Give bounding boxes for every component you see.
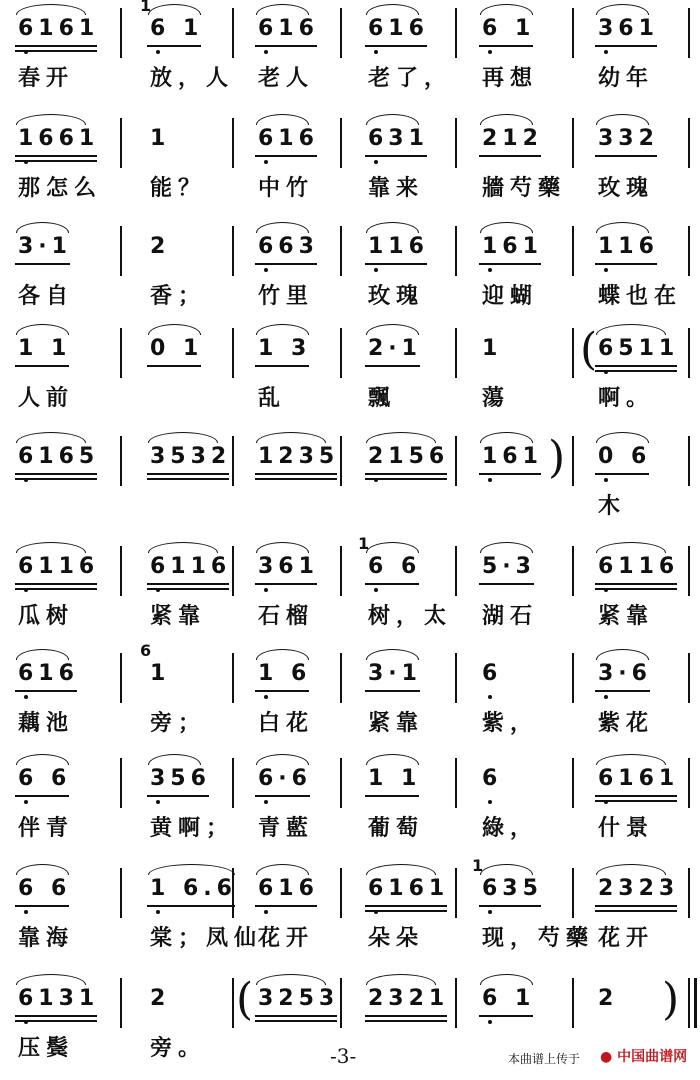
lyric-text: 紧靠 <box>598 604 655 629</box>
bar-line <box>455 653 457 703</box>
lyric-text: 白花 <box>258 711 315 736</box>
slur-arc <box>480 974 533 985</box>
slur-arc <box>480 4 533 15</box>
slur-arc <box>366 754 419 765</box>
logo-text: 中国曲谱网 <box>617 1049 688 1065</box>
lyric-text: 紫， <box>482 711 539 736</box>
bar-line <box>232 868 234 918</box>
bar-line <box>340 978 342 1028</box>
octave-dot <box>24 910 28 914</box>
bar-line <box>340 8 342 58</box>
slur-arc <box>256 542 309 553</box>
slur-arc <box>256 324 309 335</box>
measure-notes: 6 1 <box>482 984 535 1014</box>
measure-notes: 1235 <box>258 442 339 472</box>
octave-dot <box>488 268 492 272</box>
slur-arc <box>256 754 309 765</box>
bar-line <box>455 436 457 486</box>
slur-arc <box>596 114 649 125</box>
octave-dot <box>604 695 608 699</box>
lyric-text: 香； <box>150 284 207 309</box>
measure-notes: 6 1 <box>482 14 535 44</box>
slur-arc <box>16 649 69 660</box>
bar-line <box>572 118 574 168</box>
bar-line <box>688 328 690 378</box>
bar-line <box>688 226 690 276</box>
bar-line <box>455 328 457 378</box>
measure-notes: 1 <box>150 126 171 151</box>
measure-notes: 616 <box>258 14 319 44</box>
lyric-text: 紫花 <box>598 711 655 736</box>
bar-line <box>572 436 574 486</box>
slur-arc <box>256 649 309 660</box>
measure-notes: 1 <box>150 661 171 686</box>
octave-dot <box>374 588 378 592</box>
lyric-text: 各自 <box>18 284 75 309</box>
interlude-paren: ( <box>580 324 598 375</box>
slur-arc <box>596 432 649 443</box>
lyric-text: 紧靠 <box>368 711 425 736</box>
slur-arc <box>16 4 86 15</box>
bar-line <box>688 653 690 703</box>
octave-dot <box>156 910 160 914</box>
bar-line <box>340 226 342 276</box>
measure-notes: 3532 <box>150 442 231 472</box>
bar-line <box>688 546 690 596</box>
slur-arc <box>366 864 436 875</box>
bar-line <box>120 328 122 378</box>
lyric-text: 瓜树 <box>18 604 75 629</box>
octave-dot <box>264 160 268 164</box>
score-system <box>0 110 700 220</box>
bar-line <box>455 118 457 168</box>
measure-notes: 616 <box>18 659 79 689</box>
bar-line <box>688 758 690 808</box>
measure-notes: 1 6.6 <box>150 874 237 904</box>
lyric-text: 迎蝴 <box>482 284 539 309</box>
octave-dot <box>374 50 378 54</box>
octave-dot <box>604 800 608 804</box>
measure-notes: 6165 <box>18 442 99 472</box>
bar-line <box>572 868 574 918</box>
measure-notes: 161 <box>482 442 543 472</box>
grace-note: 1 <box>358 534 370 553</box>
bar-line <box>120 978 122 1028</box>
slur-arc <box>366 4 419 15</box>
measure-notes: 0 6 <box>598 442 651 472</box>
page-number: -3- <box>330 1044 357 1068</box>
measure-notes: 2321 <box>368 984 449 1014</box>
measure-notes: 6161 <box>18 14 99 44</box>
slur-arc <box>16 324 69 335</box>
measure-notes: 2 <box>150 986 171 1011</box>
bar-line <box>455 868 457 918</box>
octave-dot <box>24 50 28 54</box>
bar-line <box>688 978 690 1028</box>
bar-line <box>120 653 122 703</box>
octave-dot <box>156 588 160 592</box>
measure-notes: 6511 <box>598 334 679 364</box>
bar-line <box>232 118 234 168</box>
logo-icon: ● <box>600 1049 613 1065</box>
lyric-text: 老了， <box>368 66 453 91</box>
octave-dot <box>24 1020 28 1024</box>
bar-line <box>572 8 574 58</box>
lyric-text: 伴青 <box>18 816 75 841</box>
lyric-text: 玫瑰 <box>598 176 655 201</box>
octave-dot <box>24 478 28 482</box>
measure-notes: 1661 <box>18 124 99 154</box>
bar-line <box>455 226 457 276</box>
measure-notes: 663 <box>258 232 319 262</box>
measure-notes: 6116 <box>598 552 679 582</box>
bar-line <box>120 868 122 918</box>
measure-notes: 616 <box>368 14 429 44</box>
interlude-paren: ) <box>662 974 680 1025</box>
lyric-text: 蝶也在 <box>598 284 683 309</box>
octave-dot <box>604 370 608 374</box>
slur-arc <box>148 432 218 443</box>
octave-dot <box>264 588 268 592</box>
octave-dot <box>604 588 608 592</box>
octave-dot <box>604 268 608 272</box>
lyric-text: 树，太 <box>368 604 453 629</box>
lyric-text: 紧靠 <box>150 604 207 629</box>
slur-arc <box>596 864 666 875</box>
score-system <box>0 856 700 970</box>
bar-line <box>232 436 234 486</box>
score-system <box>0 641 700 755</box>
lyric-text: 飄 <box>368 386 397 411</box>
lyric-text: 石榴 <box>258 604 315 629</box>
measure-notes: 6·6 <box>258 764 312 794</box>
bar-line <box>232 8 234 58</box>
measure-notes: 332 <box>598 124 659 154</box>
measure-notes: 6131 <box>18 984 99 1014</box>
grace-note: 6 <box>140 641 152 660</box>
bar-line <box>340 758 342 808</box>
slur-arc <box>366 649 419 660</box>
octave-dot <box>488 910 492 914</box>
slur-arc <box>596 649 649 660</box>
measure-notes: 2156 <box>368 442 449 472</box>
bar-line <box>572 226 574 276</box>
measure-notes: 6161 <box>598 764 679 794</box>
lyric-text: 蕩 <box>482 386 511 411</box>
interlude-paren: ( <box>236 974 254 1025</box>
measure-notes: 3253 <box>258 984 339 1014</box>
score-system <box>0 428 700 538</box>
measure-notes: 212 <box>482 124 543 154</box>
slur-arc <box>148 864 235 875</box>
lyric-text: 竹里 <box>258 284 315 309</box>
bar-line <box>120 8 122 58</box>
lyric-text: 黄啊； <box>150 816 235 841</box>
bar-line <box>232 328 234 378</box>
octave-dot <box>264 268 268 272</box>
slur-arc <box>256 974 326 985</box>
lyric-text: 什景 <box>598 816 655 841</box>
bar-line <box>232 546 234 596</box>
slur-arc <box>148 542 218 553</box>
bar-line <box>120 436 122 486</box>
slur-arc <box>596 4 649 15</box>
measure-notes: 2 <box>598 986 619 1011</box>
site-logo <box>600 1046 687 1066</box>
bar-line <box>232 758 234 808</box>
measure-notes: 0 1 <box>150 334 203 364</box>
octave-dot <box>604 478 608 482</box>
bar-line <box>120 546 122 596</box>
measure-notes: 6 <box>482 661 503 686</box>
lyric-text: 花开 <box>258 926 315 951</box>
lyric-text: 青藍 <box>258 816 315 841</box>
lyric-text: 幼年 <box>598 66 655 91</box>
bar-line <box>455 978 457 1028</box>
measure-notes: 631 <box>368 124 429 154</box>
octave-dot <box>264 910 268 914</box>
octave-dot <box>156 50 160 54</box>
lyric-text: 花开 <box>598 926 655 951</box>
octave-dot <box>488 478 492 482</box>
measure-notes: 361 <box>258 552 319 582</box>
octave-dot <box>488 800 492 804</box>
slur-arc <box>148 754 201 765</box>
lyric-text: 綠， <box>482 816 539 841</box>
lyric-text: 春开 <box>18 66 75 91</box>
bar-line <box>455 758 457 808</box>
octave-dot <box>374 910 378 914</box>
octave-dot <box>264 800 268 804</box>
bar-line <box>340 328 342 378</box>
lyric-text: 朵朵 <box>368 926 425 951</box>
slur-arc <box>480 864 533 875</box>
slur-arc <box>256 114 309 125</box>
slur-arc <box>16 432 86 443</box>
slur-arc <box>256 864 309 875</box>
bar-line <box>572 758 574 808</box>
lyric-text: 老人 <box>258 66 315 91</box>
octave-dot <box>24 800 28 804</box>
measure-notes: 1 3 <box>258 334 311 364</box>
slur-arc <box>480 542 533 553</box>
upload-note: 本曲谱上传于 <box>508 1052 581 1066</box>
lyric-text: 压鬓 <box>18 1036 75 1061</box>
lyric-text: 啊。 <box>598 386 655 411</box>
slur-arc <box>596 754 666 765</box>
octave-dot <box>264 695 268 699</box>
slur-arc <box>16 114 86 125</box>
slur-arc <box>148 4 201 15</box>
lyric-text: 旁； <box>150 711 207 736</box>
measure-notes: 2323 <box>598 874 679 904</box>
bar-line <box>572 978 574 1028</box>
slur-arc <box>366 974 436 985</box>
octave-dot <box>374 160 378 164</box>
bar-line <box>340 436 342 486</box>
lyric-text: 乱 <box>258 386 287 411</box>
lyric-text: 靠来 <box>368 176 425 201</box>
slur-arc <box>596 542 666 553</box>
measure-notes: 2 <box>150 234 171 259</box>
octave-dot <box>156 800 160 804</box>
measure-notes: 1 1 <box>18 334 71 364</box>
bar-line <box>232 978 234 1028</box>
slur-arc <box>16 222 69 233</box>
measure-notes: 6116 <box>18 552 99 582</box>
slur-arc <box>480 114 533 125</box>
lyric-text: 靠海 <box>18 926 75 951</box>
score-system <box>0 0 700 110</box>
bar-line <box>232 653 234 703</box>
interlude-paren: ) <box>548 432 566 483</box>
measure-notes: 161 <box>482 232 543 262</box>
lyric-text: 玫瑰 <box>368 284 425 309</box>
measure-notes: 616 <box>258 874 319 904</box>
bar-line <box>232 226 234 276</box>
measure-notes: 635 <box>482 874 543 904</box>
bar-line <box>572 546 574 596</box>
slur-arc <box>596 222 649 233</box>
bar-line <box>688 436 690 486</box>
lyric-text: 藕池 <box>18 711 75 736</box>
slur-arc <box>16 864 69 875</box>
measure-notes: 356 <box>150 764 211 794</box>
bar-line <box>455 546 457 596</box>
slur-arc <box>256 222 309 233</box>
measure-notes: 6 6 <box>18 764 71 794</box>
lyric-text: 再想 <box>482 66 539 91</box>
measure-notes: 616 <box>258 124 319 154</box>
lyric-text: 现，芍藥 <box>482 926 595 951</box>
lyric-text: 能？ <box>150 176 207 201</box>
measure-notes: 6 6 <box>18 874 71 904</box>
measure-notes: 3·1 <box>18 232 72 262</box>
bar-line <box>120 226 122 276</box>
measure-notes: 116 <box>598 232 659 262</box>
measure-notes: 1 6 <box>258 659 311 689</box>
bar-line <box>340 653 342 703</box>
bar-line <box>340 868 342 918</box>
octave-dot <box>24 695 28 699</box>
lyric-text: 放，人 <box>150 66 235 91</box>
bar-line <box>340 546 342 596</box>
score-system <box>0 750 700 860</box>
octave-dot <box>264 50 268 54</box>
bar-line <box>120 118 122 168</box>
score-system <box>0 534 700 648</box>
bar-line <box>572 653 574 703</box>
measure-notes: 2·1 <box>368 334 422 364</box>
lyric-text: 人前 <box>18 386 75 411</box>
measure-notes: 6 <box>482 766 503 791</box>
bar-line <box>120 758 122 808</box>
lyric-text: 中竹 <box>258 176 315 201</box>
slur-arc <box>256 432 326 443</box>
grace-note: 1 <box>140 0 152 15</box>
octave-dot <box>604 50 608 54</box>
measure-notes: 361 <box>598 14 659 44</box>
lyric-text: 葡萄 <box>368 816 425 841</box>
octave-dot <box>24 160 28 164</box>
slur-arc <box>480 222 533 233</box>
octave-dot <box>24 588 28 592</box>
slur-arc <box>480 432 533 443</box>
measure-notes: 1 <box>482 336 503 361</box>
measure-notes: 116 <box>368 232 429 262</box>
measure-notes: 1 1 <box>368 764 421 794</box>
octave-dot <box>488 50 492 54</box>
slur-arc <box>148 324 201 335</box>
grace-note: 1 <box>472 856 484 875</box>
bar-line <box>688 8 690 58</box>
octave-dot <box>488 1020 492 1024</box>
lyric-text: 牆芍藥 <box>482 176 567 201</box>
octave-dot <box>488 695 492 699</box>
measure-notes: 6 1 <box>150 14 203 44</box>
bar-line <box>340 118 342 168</box>
slur-arc <box>596 324 666 335</box>
measure-notes: 3·1 <box>368 659 422 689</box>
lyric-text: 那怎么 <box>18 176 103 201</box>
measure-notes: 6 6 <box>368 552 421 582</box>
slur-arc <box>366 324 419 335</box>
slur-arc <box>16 974 86 985</box>
octave-dot <box>374 478 378 482</box>
lyric-text: 棠；凤仙 <box>150 926 263 951</box>
slur-arc <box>366 114 419 125</box>
lyric-text: 旁。 <box>150 1036 207 1061</box>
measure-notes: 6161 <box>368 874 449 904</box>
slur-arc <box>16 754 69 765</box>
measure-notes: 5·3 <box>482 552 536 582</box>
bar-line <box>688 868 690 918</box>
slur-arc <box>256 4 309 15</box>
slur-arc <box>366 432 436 443</box>
measure-notes: 6116 <box>150 552 231 582</box>
bar-line <box>688 118 690 168</box>
lyric-text: 木 <box>598 494 627 519</box>
score-system <box>0 218 700 328</box>
slur-arc <box>366 542 419 553</box>
measure-notes: 3·6 <box>598 659 652 689</box>
slur-arc <box>16 542 86 553</box>
bar-line <box>455 8 457 58</box>
octave-dot <box>374 268 378 272</box>
slur-arc <box>366 222 419 233</box>
bar-line <box>572 328 574 378</box>
lyric-text: 湖石 <box>482 604 539 629</box>
